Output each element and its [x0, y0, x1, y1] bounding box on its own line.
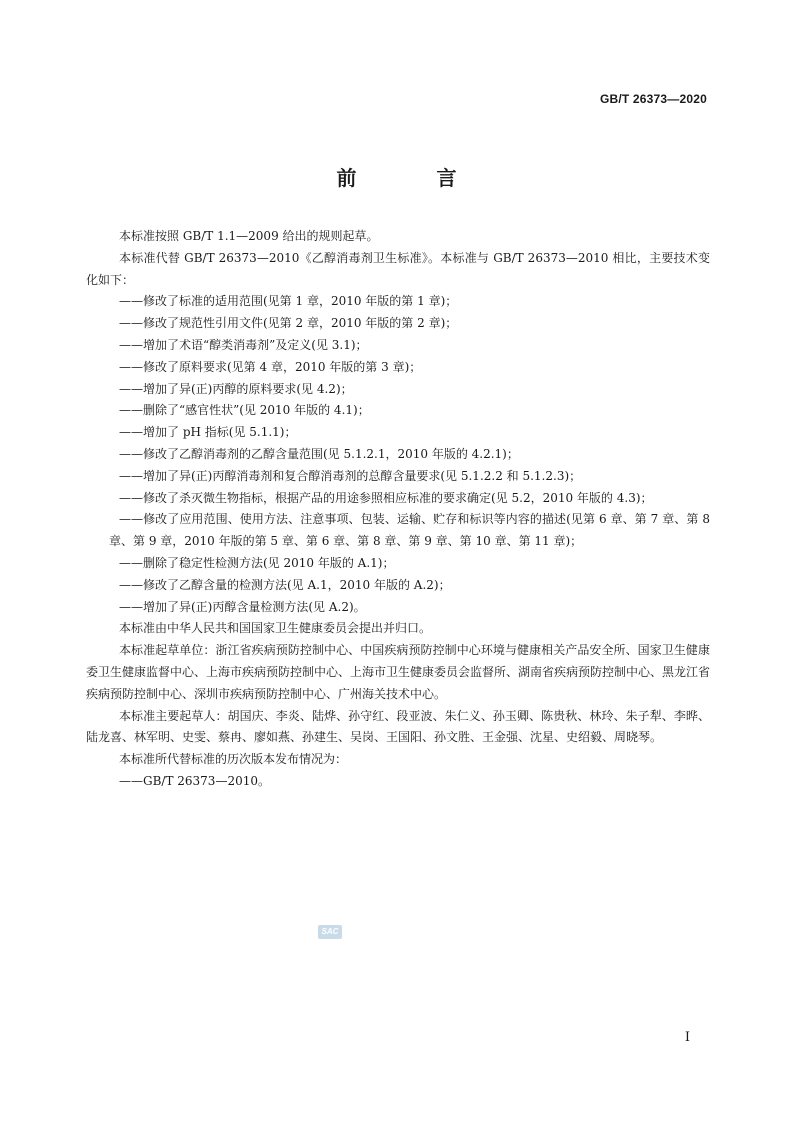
list-item-change: ——修改了乙醇含量的检测方法(见 A.1，2010 年版的 A.2)；	[119, 577, 451, 592]
page-title: 前 言	[336, 166, 487, 190]
sac-logo-watermark: SAC	[318, 925, 342, 939]
list-item-change: ——修改了规范性引用文件(见第 2 章，2010 年版的第 2 章)；	[119, 316, 458, 331]
paragraph-drafting-rules: 本标准按照 GB/T 1.1—2009 给出的规则起草。	[119, 229, 379, 243]
list-item-change: ——删除了稳定性检测方法(见 2010 年版的 A.1)；	[119, 555, 395, 570]
paragraph-drafting-units: 本标准起草单位：浙江省疾病预防控制中心、中国疾病预防控制中心环境与健康相关产品安全所、国家卫生健康委卫生健康监督中心、上海市疾病预防控制中心、上海市卫生健康委员会监督所、湖南省疾病预防控制中心、黑龙江省疾病预防控制中心、深圳市疾病预防控制中心、广州海关技术中心。	[86, 643, 711, 701]
paragraph-drafters: 本标准主要起草人：胡国庆、李炎、陆烨、孙守红、段亚波、朱仁义、孙玉卿、陈贵秋、林玲、朱子犁、李晔、陆龙喜、林军明、史雯、蔡冉、廖如燕、孙建生、吴岗、王国阳、孙文胜、王金强、沈星、史绍毅、周晓琴。	[86, 708, 710, 745]
standard-code: GB/T 26373—2020	[599, 92, 707, 106]
list-item-change: ——修改了标准的适用范围(见第 1 章，2010 年版的第 1 章)；	[119, 294, 458, 309]
list-item-change: ——增加了异(正)丙醇消毒剂和复合醇消毒剂的总醇含量要求(见 5.1.2.2 和 5.1.2.3)；	[119, 468, 582, 483]
page-number: I	[684, 1030, 690, 1045]
list-item-change: ——修改了应用范围、使用方法、注意事项、包装、运输、贮存和标识等内容的描述(见第 6 章、第 7 章、第 8 章、第 9 章，2010 年版的第 5 章、第 6 章、第 8 章、第 9 章、第 10 章、第 11 章)；	[109, 512, 710, 549]
paragraph-history-intro: 本标准所代替标准的历次版本发布情况为：	[119, 752, 348, 767]
list-item-change: ——增加了术语“醇类消毒剂”及定义(见 3.1)；	[119, 337, 368, 352]
foreword-body	[86, 226, 710, 793]
list-item-change: ——修改了杀灭微生物指标，根据产品的用途参照相应标准的要求确定(见 5.2，2010 年版的 4.3)；	[119, 490, 653, 505]
paragraph-proposed-by: 本标准由中华人民共和国国家卫生健康委员会提出并归口。	[119, 621, 432, 636]
paragraph-replacement: 本标准代替 GB/T 26373—2010《乙醇消毒剂卫生标准》。本标准与 GB/T 26373—2010 相比，主要技术变化如下：	[86, 250, 710, 287]
list-item-history: ——GB/T 26373—2010。	[119, 773, 270, 788]
list-item-change: ——修改了乙醇消毒剂的乙醇含量范围(见 5.1.2.1，2010 年版的 4.2.1)；	[119, 446, 519, 461]
list-item-change: ——增加了 pH 指标(见 5.1.1)；	[119, 425, 297, 440]
list-item-change: ——修改了原料要求(见第 4 章，2010 年版的第 3 章)；	[119, 359, 422, 374]
list-item-change: ——删除了“感官性状”(见 2010 年版的 4.1)；	[119, 403, 370, 418]
list-item-change: ——增加了异(正)丙醇含量检测方法(见 A.2)。	[119, 599, 366, 614]
list-item-change: ——增加了异(正)丙醇的原料要求(见 4.2)；	[119, 381, 353, 396]
